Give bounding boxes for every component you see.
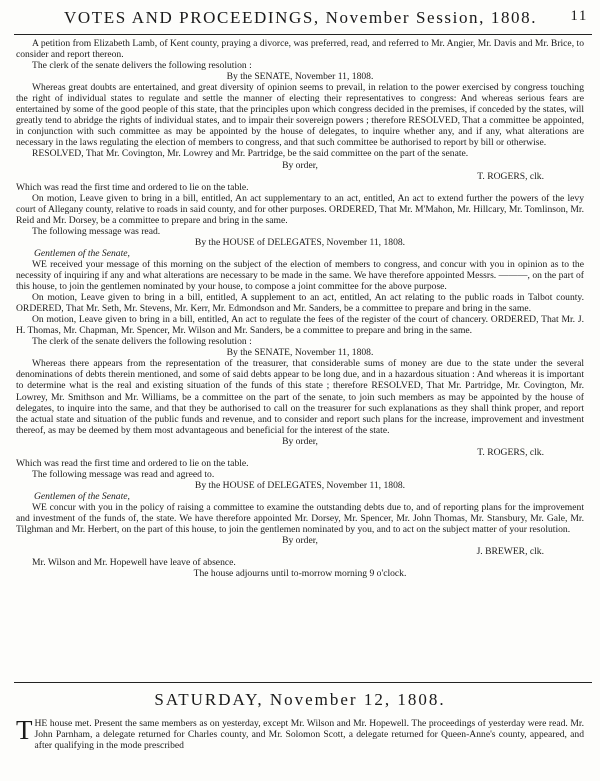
section-rule: [14, 682, 592, 683]
paragraph: J. BREWER, clk.: [476, 546, 544, 558]
paragraph: By the SENATE, November 11, 1808.: [226, 347, 374, 359]
paragraph: Gentlemen of the Senate,: [34, 490, 130, 502]
paragraph: By the HOUSE of DELEGATES, November 11, 1808.: [194, 236, 406, 248]
proceedings-body: [16, 38, 584, 579]
paragraph: By the SENATE, November 11, 1808.: [226, 71, 374, 83]
saturday-heading: SATURDAY, November 12, 1808.: [154, 690, 446, 709]
header-rule: [14, 34, 592, 35]
paragraph: RESOLVED, That Mr. Covington, Mr. Lowrey and Mr. Partridge, be the said committee on the part of the senate.: [32, 148, 469, 160]
paragraph: Whereas great doubts are entertained, and great diversity of opinion seems to prevail, in relation to the power exercised by congress touching the right of individual states to regulate and settle the manner of electing their representatives to congress: And whereas serious fears are entertained by some of the good people of this state, that the principles upon which congress decided in the premises, if conceded by the states, will greatly tend to abridge the rights of individual states, and to impair their sovereign powers ; therefore RESOLVED, That a committee be appointed, in conjunction with such committee as may be appointed by the house of delegates, to inquire whether any, and if any, what alterations are necessary in the laws regulating the election of members to congress, and that such committee be authorised to report by bill or otherwise.: [16, 82, 584, 149]
paragraph: WE concur with you in the policy of raising a committee to examine the outstanding debts due to, and of reporting plans for the improvement and investment of the funds of, the state. We have therefore appointed Mr. Dorsey, Mr. Spencer, Mr. John Thomas, Mr. Stansbury, Mr. Gale, Mr. Tilghman and Mr. Herbert, on the part of this house, to join the gentlemen nominated by you, and to act on the subject matter of your resolution.: [16, 501, 584, 536]
paragraph: A petition from Elizabeth Lamb, of Kent county, praying a divorce, was preferred, read, and referred to Mr. Angier, Mr. Davis and Mr. Brice, to consider and report thereon.: [16, 38, 584, 61]
paragraph: On motion, Leave given to bring in a bill, entitled, An act to regulate the fees of the register of the court of chancery. ORDERED, That Mr. J. H. Thomas, Mr. Chapman, Mr. Spencer, Mr. Wilson and Mr. Sanders, be a committee to prepare and bring in the same.: [16, 314, 584, 337]
paragraph: T. ROGERS, clk.: [477, 170, 544, 182]
paragraph: The clerk of the senate delivers the following resolution :: [32, 336, 252, 348]
paragraph: By order,: [282, 435, 318, 447]
paragraph: WE received your message of this morning on the subject of the election of members to congress, and concur with you in opinion as to the necessity of inquiring if any and what alterations are necessary to be made in the same. We have therefore appointed Messrs. ———, on the part of this house, to join the gentlemen nominated by your house, to compose a joint committee for the above purpose.: [16, 258, 584, 293]
paragraph: On motion, Leave given to bring in a bill, entitled, An act supplementary to an act, entitled, An act to extend further the powers of the levy court of Allegany county, relative to roads in said county, and for other purposes. ORDERED, That Mr. M'Mahon, Mr. Hillcary, Mr. Tomlinson, Mr. Reid and Mr. Dorsey, be a committee to prepare and bring in the same.: [16, 192, 584, 226]
paragraph: Which was read the first time and ordered to lie on the table.: [16, 457, 249, 469]
paragraph: Which was read the first time and ordered to lie on the table.: [16, 181, 249, 193]
paragraph: Mr. Wilson and Mr. Hopewell have leave of absence.: [32, 557, 236, 569]
paragraph: By the HOUSE of DELEGATES, November 11, 1808.: [194, 479, 406, 491]
saturday-text: HE house met. Present the same members as on yesterday, except Mr. Wilson and Mr. Hopewell. The proceedings of yesterday were read. Mr. John Parnham, a delegate returned for Charles county, and Mr. Solomon Scott, a delegate returned for Queen-Anne's county, appeared, and after qualifying in the mode prescribed: [34, 718, 584, 751]
paragraph: The clerk of the senate delivers the following resolution :: [32, 60, 252, 72]
paragraph: The following message was read.: [32, 225, 161, 237]
running-title: VOTES AND PROCEEDINGS, November Session, 1808.: [64, 8, 538, 27]
page-header: [14, 4, 590, 34]
paragraph: On motion, Leave given to bring in a bill, entitled, A supplement to an act, entitled, An act relating to the public roads in Talbot county. ORDERED, That Mr. Seth, Mr. Stevens, Mr. Kerr, Mr. Edmondson and Mr. Sanders, be a committee to prepare and bring in the same.: [16, 292, 584, 315]
paragraph: Whereas there appears from the representation of the treasurer, that considerable sums of money are due to the state under the several denominations of debts therein mentioned, and some of said debts appear to be long due, and in a hazardous situation : And whereas it is important to determine what is the real and existing situation of the funds of this state ; therefore RESOLVED, That Mr. Partridge, Mr. Covington, Mr. Lowrey, Mr. Smithson and Mr. Williams, be a committee on the part of the senate, to join such members as may be appointed by the house of delegates, to inquire into the same, and that they be authorised to call on the treasurer for such explanations as they shall think proper, and report the actual state and situation of the public funds and revenue, and to consider and report such plans for the increase, improvement and investment thereof, as may be deemed by them most advantageous and beneficial for the interest of the state.: [16, 358, 584, 436]
paragraph: T. ROGERS, clk.: [477, 446, 544, 458]
paragraph: By order,: [282, 535, 318, 547]
drop-cap: T: [16, 715, 33, 745]
saturday-paragraph: [16, 715, 584, 751]
paragraph: The house adjourns until to-morrow morning 9 o'clock.: [193, 568, 407, 580]
page-number: 11: [570, 8, 588, 24]
paragraph: The following message was read and agreed to.: [32, 468, 215, 480]
paragraph: By order,: [282, 159, 318, 171]
paragraph: Gentlemen of the Senate,: [34, 247, 130, 259]
